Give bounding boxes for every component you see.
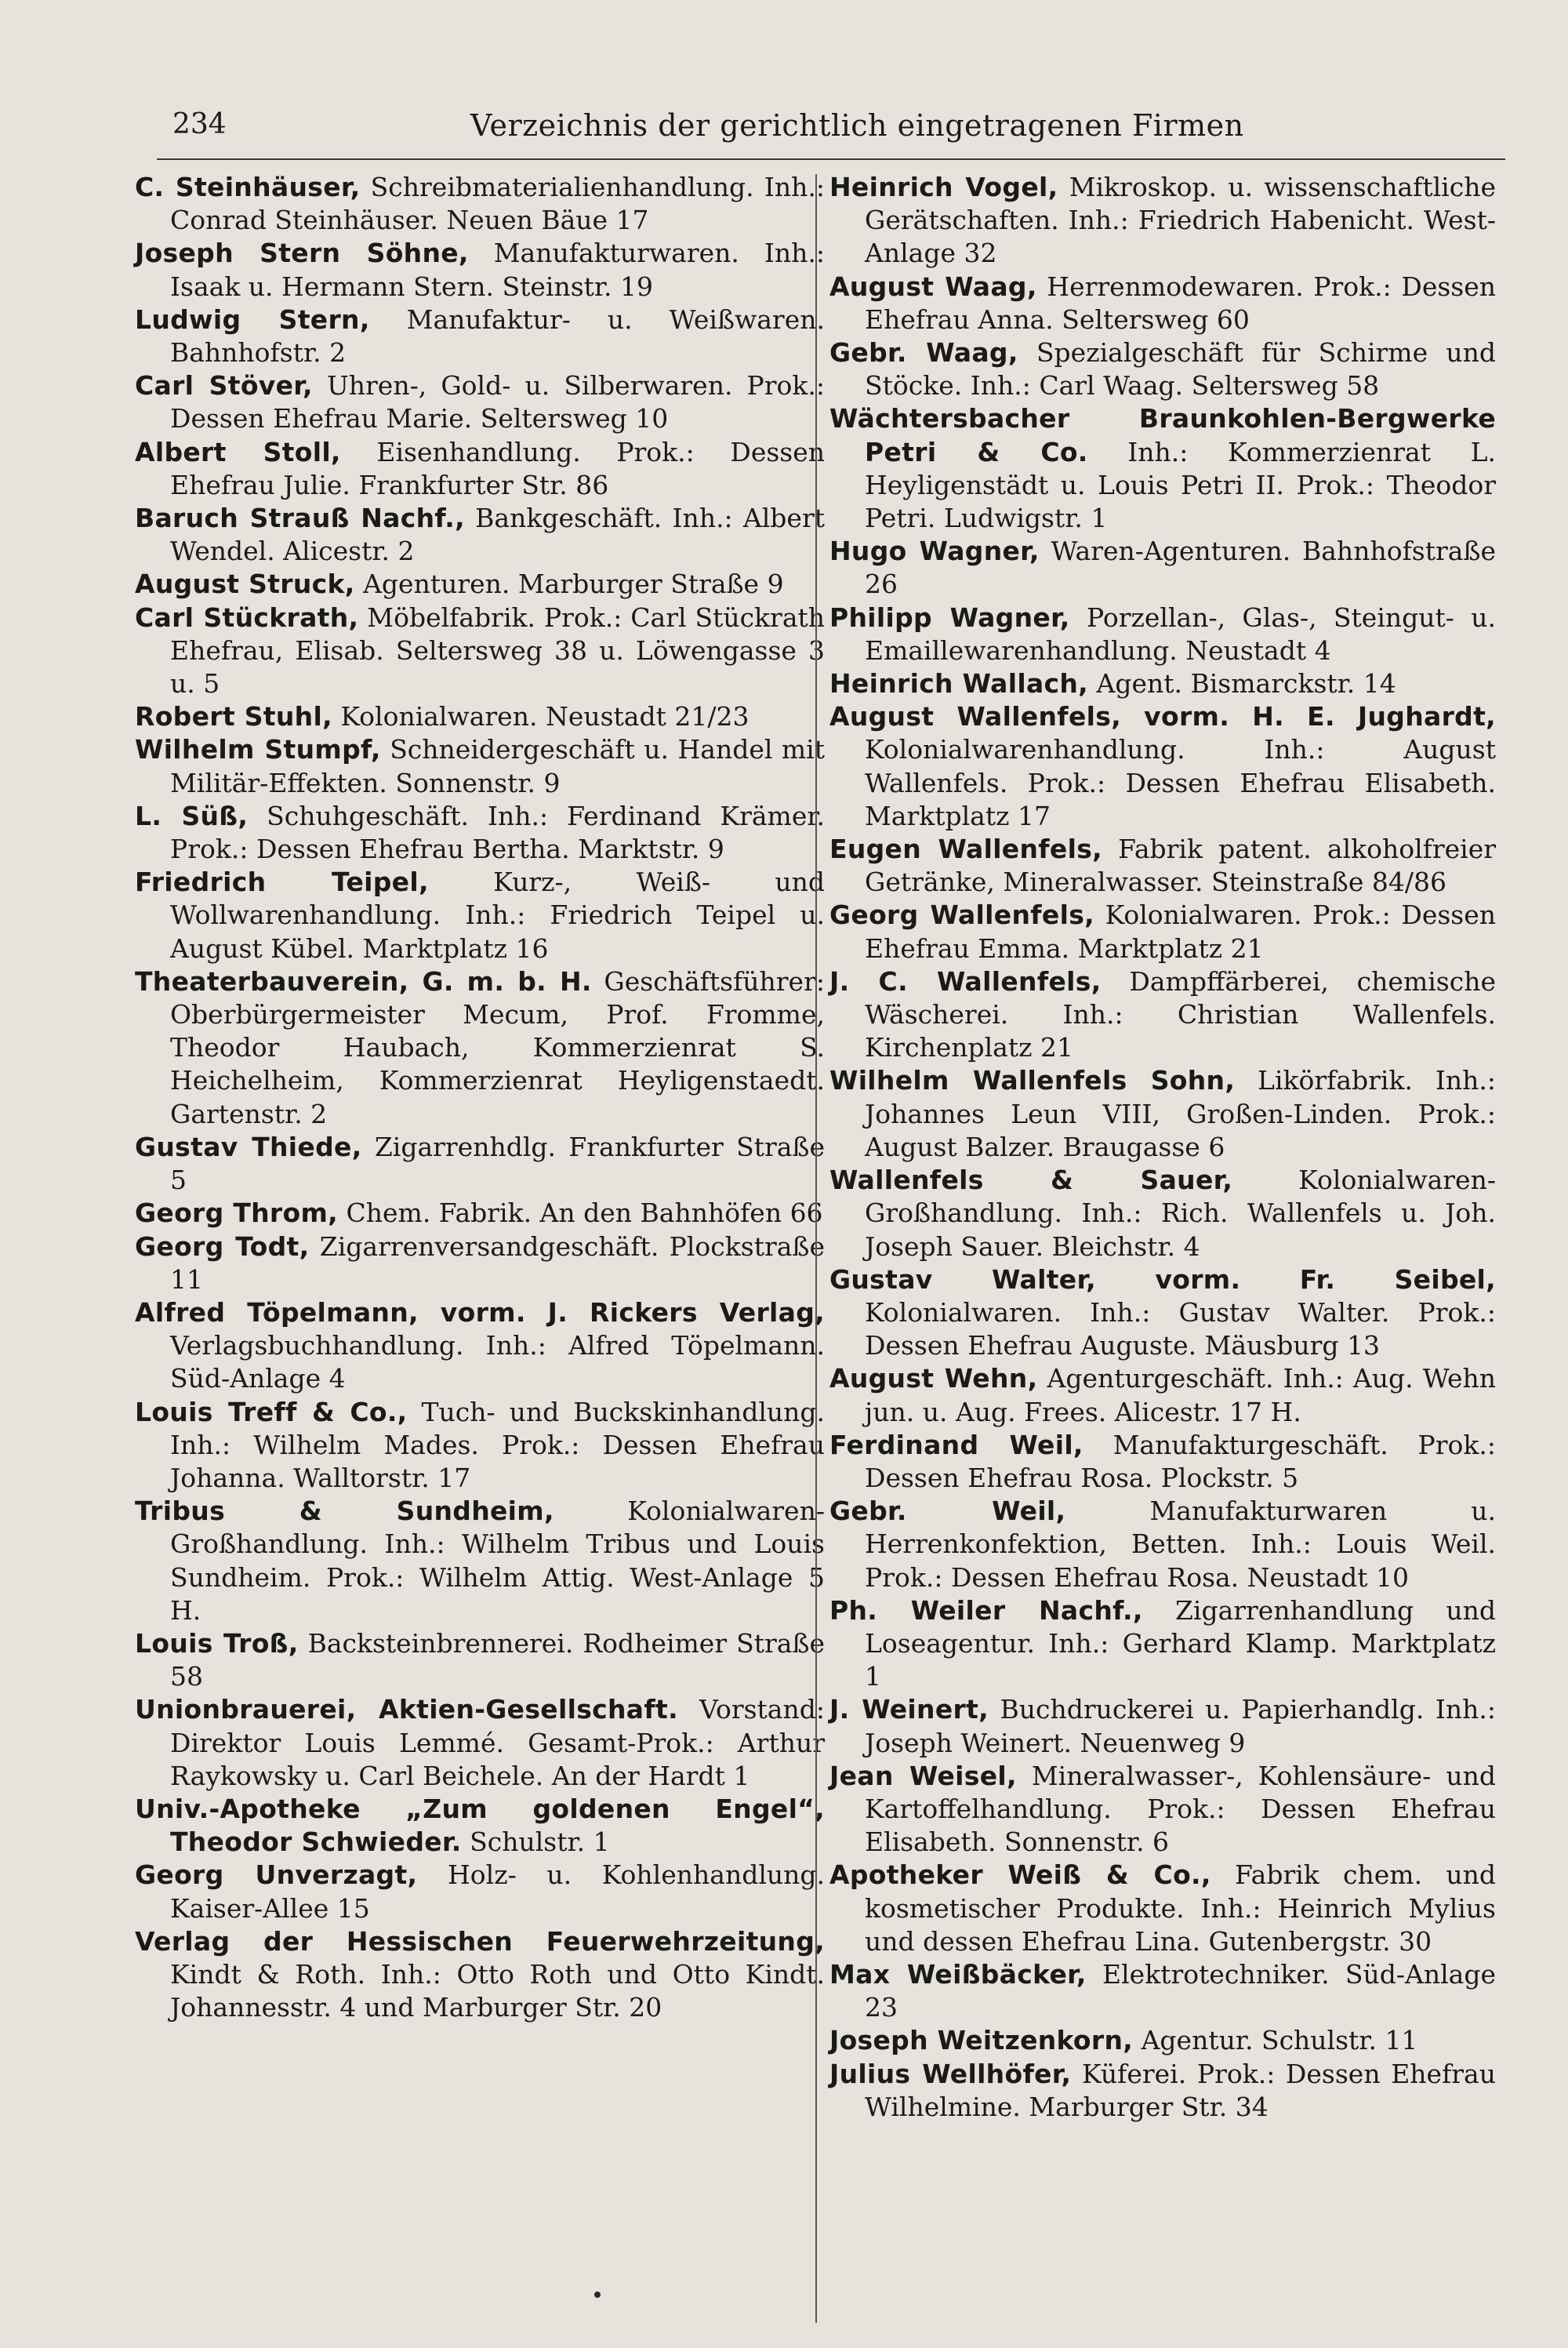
firm-name: Unionbrauerei, Aktien-Gesellschaft.	[135, 1694, 678, 1725]
firm-details: Kolonialwaren. Neustadt 21/23	[332, 701, 750, 732]
directory-entry	[135, 1197, 825, 1230]
firm-details: Uhren-, Gold- u. Silberwaren. Prok.: Dessen Ehefrau Marie. Seltersweg 10	[170, 370, 825, 434]
firm-name: Wallenfels & Sauer,	[829, 1165, 1233, 1196]
directory-entry	[135, 1396, 825, 1496]
directory-entry	[135, 303, 825, 369]
firm-name: August Struck,	[135, 569, 355, 600]
firm-details: Manufaktur- u. Weißwaren. Bahnhofstr. 2	[170, 303, 825, 369]
firm-details: Porzellan-, Glas-, Steingut- u. Emaillewarenhandlung. Neustadt 4	[865, 602, 1497, 666]
firm-details: Bankgeschäft. Inh.: Albert Wendel. Alicestr. 2	[170, 503, 825, 567]
firm-name: Philipp Wagner,	[829, 602, 1070, 633]
firm-name: Ferdinand Weil,	[829, 1429, 1083, 1460]
firm-name: Baruch Strauß Nachf.,	[135, 503, 465, 534]
firm-name: Gustav Thiede,	[135, 1131, 362, 1162]
directory-entry	[135, 1925, 825, 2025]
firm-details: Kolonialwarenhandlung. Inh.: August Wallenfels. Prok.: Dessen Ehefrau Elisabeth. Marktplatz 17	[865, 734, 1496, 831]
directory-entry	[135, 700, 825, 733]
firm-name: Joseph Weitzenkorn,	[829, 2025, 1134, 2056]
firm-name: Max Weißbäcker,	[829, 1958, 1087, 1990]
directory-entry	[829, 336, 1496, 402]
directory-entry	[829, 535, 1496, 601]
firm-name: Georg Wallenfels,	[829, 900, 1094, 931]
firm-details: Mikroskop. u. wissenschaftliche Gerätschaften. Inh.: Friedrich Habenicht. West-Anlage 32	[865, 172, 1496, 269]
firm-details: Zigarrenhdlg. Frankfurter Straße 5	[170, 1131, 825, 1196]
ink-dot	[594, 2292, 601, 2298]
directory-entry	[135, 237, 825, 303]
firm-name: Gustav Walter, vorm. Fr. Seibel,	[829, 1263, 1496, 1295]
firm-details: Kindt & Roth. Inh.: Otto Roth und Otto Kindt. Johannesstr. 4 und Marburger Str. 20	[170, 1958, 825, 2023]
firm-details: Herrenmodewaren. Prok.: Dessen Ehefrau Anna. Seltersweg 60	[865, 271, 1496, 335]
directory-entry	[829, 1164, 1496, 1263]
firm-name: August Waag,	[829, 271, 1037, 302]
firm-details: Elektrotechniker. Süd-Anlage 23	[865, 1958, 1497, 2023]
firm-name: Eugen Wallenfels,	[829, 834, 1103, 865]
firm-details: Kolonialwaren-Großhandlung. Inh.: Rich. Wallenfels u. Joh. Joseph Sauer. Bleichstr. 4	[865, 1165, 1496, 1262]
directory-entry	[829, 171, 1496, 271]
firm-name: Hugo Wagner,	[829, 536, 1040, 567]
firm-details: Tuch- und Buckskinhandlung. Inh.: Wilhelm Mades. Prok.: Dessen Ehefrau Johanna. Walltorstr. 17	[170, 1396, 825, 1493]
firm-details: Schulstr. 1	[461, 1826, 610, 1858]
firm-name: Univ.-Apotheke „Zum goldenen Engel“, Theodor Schwieder.	[135, 1793, 825, 1858]
firm-name: Louis Treff & Co.,	[135, 1396, 408, 1427]
directory-entry	[829, 1429, 1496, 1495]
column-divider	[815, 174, 817, 2323]
directory-entry	[135, 866, 825, 965]
directory-entry	[829, 1693, 1496, 1759]
firm-details: Dampffärberei, chemische Wäscherei. Inh.: Christian Wallenfels. Kirchenplatz 21	[865, 965, 1496, 1063]
firm-name: Julius Wellhöfer,	[829, 2058, 1072, 2089]
firm-details: Verlagsbuchhandlung. Inh.: Alfred Töpelmann. Süd-Anlage 4	[170, 1330, 825, 1394]
directory-entry	[829, 602, 1496, 667]
directory-entry	[135, 1495, 825, 1627]
firm-name: J. C. Wallenfels,	[829, 965, 1102, 997]
firm-name: Georg Todt,	[135, 1230, 310, 1262]
firm-details: Möbelfabrik. Prok.: Carl Stückrath Ehefrau, Elisab. Seltersweg 38 u. Löwengasse 3 u. 5	[170, 602, 826, 700]
right-column	[829, 171, 1496, 2124]
directory-entry	[135, 436, 825, 502]
directory-entry	[829, 1958, 1496, 2024]
directory-entry	[829, 1760, 1496, 1859]
directory-entry	[135, 1230, 825, 1296]
firm-name: Alfred Töpelmann, vorm. J. Rickers Verlag,	[135, 1296, 825, 1328]
directory-entry	[135, 965, 825, 1131]
firm-name: Friedrich Teipel,	[135, 867, 429, 898]
firm-name: Gebr. Waag,	[829, 337, 1018, 369]
firm-details: Backsteinbrennerei. Rodheimer Straße 58	[170, 1627, 825, 1692]
firm-details: Kurz-, Weiß- und Wollwarenhandlung. Inh.: Friedrich Teipel u. August Kübel. Marktplatz 16	[170, 867, 825, 964]
directory-entry	[829, 1594, 1496, 1694]
firm-name: Carl Stückrath,	[135, 602, 359, 633]
firm-details: Chem. Fabrik. An den Bahnhöfen 66	[338, 1198, 823, 1229]
firm-details: Eisenhandlung. Prok.: Dessen Ehefrau Julie. Frankfurter Str. 86	[170, 436, 826, 500]
firm-details: Manufakturgeschäft. Prok.: Dessen Ehefrau Rosa. Plockstr. 5	[865, 1429, 1496, 1493]
firm-details: Agent. Bismarckstr. 14	[1088, 668, 1396, 700]
firm-name: L. Süß,	[135, 800, 249, 831]
firm-name: Wilhelm Wallenfels Sohn,	[829, 1065, 1236, 1096]
firm-details: Fabrik patent. alkoholfreier Getränke, Mineralwasser. Steinstraße 84/86	[865, 834, 1496, 898]
firm-details: Kolonialwaren. Inh.: Gustav Walter. Prok.: Dessen Ehefrau Auguste. Mäusburg 13	[865, 1296, 1496, 1361]
directory-entry	[135, 733, 825, 799]
firm-details: Agentur. Schulstr. 11	[1133, 2025, 1418, 2056]
directory-entry	[135, 502, 825, 568]
directory-entry	[829, 2058, 1496, 2124]
firm-details: Agenturgeschäft. Inh.: Aug. Wehn jun. u. Aug. Frees. Alicestr. 17 H.	[865, 1363, 1496, 1427]
directory-entry	[135, 171, 825, 237]
page-header	[125, 100, 1458, 147]
directory-entry	[829, 667, 1496, 700]
directory-entry	[135, 1793, 825, 1859]
firm-details: Mineralwasser-, Kohlensäure- und Kartoffelhandlung. Prok.: Dessen Ehefrau Elisabeth. Sonnenstr. 6	[865, 1760, 1496, 1858]
header-rule	[157, 158, 1505, 160]
directory-entry	[135, 1131, 825, 1197]
firm-name: Heinrich Wallach,	[829, 668, 1089, 700]
firm-name: Albert Stoll,	[135, 436, 341, 467]
directory-entry	[829, 1263, 1496, 1363]
firm-details: Agenturen. Marburger Straße 9	[354, 569, 784, 600]
directory-entry	[829, 271, 1496, 336]
left-column	[135, 171, 825, 2024]
directory-entry	[829, 402, 1496, 535]
firm-name: Theaterbauverein, G. m. b. H.	[135, 965, 592, 997]
directory-entry	[135, 800, 825, 866]
firm-name: C. Steinhäuser,	[135, 172, 361, 202]
directory-entry	[829, 1495, 1496, 1594]
firm-name: Verlag der Hessischen Feuerwehrzeitung,	[135, 1925, 825, 1957]
firm-name: Georg Throm,	[135, 1198, 338, 1229]
directory-entry	[829, 1362, 1496, 1428]
firm-name: Joseph Stern Söhne,	[135, 238, 469, 269]
firm-name: Gebr. Weil,	[829, 1496, 1066, 1527]
firm-details: Schuhgeschäft. Inh.: Ferdinand Krämer. Prok.: Dessen Ehefrau Bertha. Marktstr. 9	[170, 800, 825, 865]
firm-details: Inh.: Kommerzienrat L. Heyligenstädt u. Louis Petri II. Prok.: Theodor Petri. Ludwigstr. 1	[865, 436, 1496, 534]
firm-name: August Wehn,	[829, 1363, 1038, 1394]
firm-details: Schreibmaterialienhandlung. Inh.: Conrad Steinhäuser. Neuen Bäue 17	[170, 172, 825, 236]
firm-details: Waren-Agenturen. Bahnhofstraße 26	[865, 536, 1496, 600]
firm-name: August Wallenfels, vorm. H. E. Jughardt,	[829, 701, 1496, 732]
directory-entry	[829, 1064, 1496, 1164]
directory-entry	[829, 700, 1496, 833]
directory-entry	[829, 965, 1496, 1065]
firm-name: Georg Unverzagt,	[135, 1859, 418, 1891]
firm-details: Zigarrenversandgeschäft. Plockstraße 11	[170, 1230, 825, 1295]
firm-name: Ph. Weiler Nachf.,	[829, 1594, 1143, 1626]
firm-details: Kolonialwaren. Prok.: Dessen Ehefrau Emma. Marktplatz 21	[865, 900, 1497, 964]
directory-entry	[135, 602, 825, 701]
firm-details: Spezialgeschäft für Schirme und Stöcke. Inh.: Carl Waag. Seltersweg 58	[865, 337, 1497, 402]
directory-entry	[829, 1859, 1496, 1958]
firm-details: Schneidergeschäft u. Handel mit Militär-Effekten. Sonnenstr. 9	[170, 734, 825, 798]
directory-entry	[135, 568, 825, 601]
firm-name: J. Weinert,	[829, 1694, 989, 1725]
firm-name: Apotheker Weiß & Co.,	[829, 1859, 1211, 1891]
page-number: 234	[172, 108, 227, 140]
directory-entry	[135, 1693, 825, 1793]
directory-entry	[135, 1627, 825, 1693]
firm-details: Manufakturwaren. Inh.: Isaak u. Hermann Stern. Steinstr. 19	[170, 238, 825, 302]
directory-entry	[135, 1859, 825, 1925]
firm-name: Jean Weisel,	[829, 1760, 1017, 1791]
firm-name: Heinrich Vogel,	[829, 172, 1058, 202]
directory-entry	[829, 899, 1496, 965]
firm-name: Wächtersbacher Braunkohlen-Bergwerke Petri & Co.	[829, 403, 1496, 467]
firm-details: Fabrik chem. und kosmetischer Produkte. Inh.: Heinrich Mylius und dessen Ehefrau Lina. Gutenbergstr. 30	[865, 1859, 1496, 1957]
directory-entry	[135, 1296, 825, 1396]
firm-details: Geschäftsführer: Oberbürgermeister Mecum, Prof. Fromme, Theodor Haubach, Kommerzienrat S. Heichelheim, Kommerzienrat Heyligenstaedt. Gartenstr. 2	[170, 965, 825, 1129]
firm-details: Manufakturwaren u. Herrenkonfektion, Betten. Inh.: Louis Weil. Prok.: Dessen Ehefrau Rosa. Neustadt 10	[865, 1496, 1496, 1593]
running-title: Verzeichnis der gerichtlich eingetragenen Firmen	[470, 108, 1244, 143]
firm-name: Tribus & Sundheim,	[135, 1496, 554, 1527]
directory-entry	[829, 2024, 1496, 2057]
firm-details: Likörfabrik. Inh.: Johannes Leun VIII, Großen-Linden. Prok.: August Balzer. Braugasse 6	[865, 1065, 1496, 1162]
firm-name: Carl Stöver,	[135, 370, 313, 402]
firm-name: Ludwig Stern,	[135, 303, 370, 335]
firm-name: Robert Stuhl,	[135, 701, 332, 732]
firm-details: Buchdruckerei u. Papierhandlg. Inh.: Joseph Weinert. Neuenweg 9	[865, 1694, 1497, 1758]
firm-details: Vorstand: Direktor Louis Lemmé. Gesamt-Prok.: Arthur Raykowsky u. Carl Beichele. An der Hardt 1	[170, 1694, 825, 1791]
firm-details: Holz- u. Kohlenhandlung. Kaiser-Allee 15	[170, 1859, 825, 1924]
firm-details: Kolonialwaren-Großhandlung. Inh.: Wilhelm Tribus und Louis Sundheim. Prok.: Wilhelm Attig. West-Anlage 5 H.	[170, 1496, 825, 1626]
directory-entry	[135, 369, 825, 435]
firm-name: Louis Troß,	[135, 1627, 299, 1659]
firm-name: Wilhelm Stumpf,	[135, 734, 381, 765]
firm-details: Zigarrenhandlung und Loseagentur. Inh.: Gerhard Klamp. Marktplatz 1	[865, 1594, 1497, 1692]
firm-details: Küferei. Prok.: Dessen Ehefrau Wilhelmine. Marburger Str. 34	[865, 2058, 1496, 2122]
directory-entry	[829, 833, 1496, 899]
